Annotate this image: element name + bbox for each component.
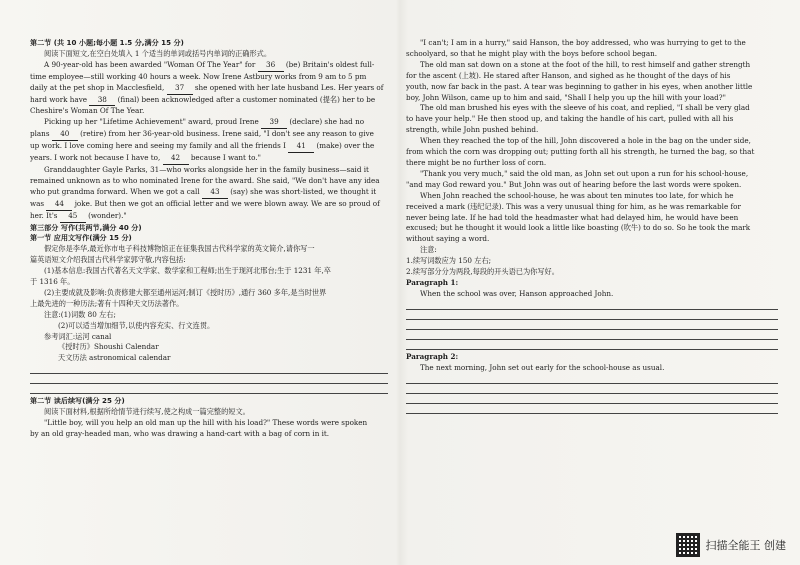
watermark-text: 扫描全能王 创建 [705,539,786,552]
passage-line [30,153,392,165]
answer-lines-1 [30,364,392,394]
story-line: schoolyard, so that he might play with the boys before school began. [406,48,658,58]
passage-text: Picking up her "Lifetime Achievement" award, proud Irene [44,117,262,127]
qr-code-icon [676,533,700,557]
story-line: strength, while John pushed behind. [406,125,539,135]
task-line: 《授时历》Shoushi Calendar [58,342,159,352]
note-item: 1.续写词数应为 150 左右; [406,256,492,266]
story-line: without saying a word. [406,234,490,244]
story-line: The old man sat down on a stone at the foot of the hill, to rest himself and gather strength [420,59,751,69]
story-line: never being late. If he had told the headmaster what had delayed him, he would have been [406,212,739,222]
story-text [406,38,782,245]
passage-text: (make) over the [314,141,375,151]
cloze-passage [30,60,392,223]
story-line: "Little boy, will you help an old man up the hill with his load?" These words were spoken [44,418,368,428]
passage-text: A 90-year-old has been awarded "Woman Of The Year" for [44,59,258,69]
blank-number: 39 [261,117,287,129]
passage-text: time employee—still working 40 hours a week. Now Irene Astbury works from 9 am to 5 pm [30,71,367,81]
task-line: (1)基本信息:我国古代著名天文学家、数学家和工程师;出生于现河北邢台;生于 1231 年,卒 [44,266,331,276]
passage-line [30,83,392,95]
answer-line [406,310,778,320]
passage-text: joke. But then we got an official letter and we were blown away. We are so proud of [72,198,380,208]
passage-text: (wonder)." [85,210,127,220]
blank-number: 43 [202,187,228,199]
answer-line [406,330,778,340]
answer-line [406,384,778,394]
passage-line [30,95,392,107]
answer-line [30,374,388,384]
passage-text: (be) Britain's oldest full- [283,59,375,69]
answer-line [30,364,388,374]
passage-line [30,165,392,176]
story-line: to have your help." He then stood up, and taking the handle of his cart, pulled with all his [406,114,734,124]
passage-line [30,176,392,187]
section2-title: 第二节 (共 10 小题;每小题 1.5 分,满分 15 分) [30,38,184,47]
passage-text: (declare) she had no [287,117,365,127]
story-line: from which the corn was dropping out; putting forth all his strength, he turned the bag, so that [406,147,755,157]
right-column [406,38,782,414]
story-line: by an old gray-headed man, who was drawing a hand-cart with a bag of corn in it. [30,429,330,438]
paragraph2-label: Paragraph 2: [406,351,459,361]
passage-line [30,117,392,129]
passage-text: she opened with her late husband Les. Her years of [192,82,384,92]
section2-instructions: 阅读下面短文,在空白处填入 1 个适当的单词或括号内单词的正确形式。 [44,48,272,58]
passage-text: (say) she was short-listed, we thought it [227,186,377,196]
scanner-watermark [676,533,787,557]
continuation-instructions: 阅读下面材料,根据所给情节进行续写,使之构成一篇完整的短文。 [44,407,250,417]
answer-line [406,340,778,350]
task-line: 篇英语短文介绍我国古代科学家郭守敬,内容包括: [30,255,186,265]
blank-number: 38 [89,95,115,107]
passage-text: Granddaughter Gayle Parks, 31—who works alongside her in the family business—said it [44,164,369,174]
story-line: boy, John Wilson, came up to him and said, "Shall I help you up the hill with your load?" [406,92,726,102]
left-column [30,38,392,440]
answer-line [406,394,778,404]
task-line: 天文历法 astronomical calendar [58,353,171,363]
passage-line [30,106,392,117]
story-line: "and may God reward you." But John was out of hearing before the last words were spoken. [406,179,742,189]
task-line: (2)可以适当增加细节,以使内容充实、行文连贯。 [58,320,215,330]
passage-line [30,187,392,199]
passage-text: daily at the pet shop in Macclesfield, [30,82,167,92]
answer-line [406,320,778,330]
paragraph1-label: Paragraph 1: [406,277,459,287]
blank-number: 41 [288,141,314,153]
passage-text: years. I work not because I have to, [30,153,163,163]
passage-text: (final) been acknowledged after a customer nominated (提名) her to be [115,94,376,104]
answer-lines-p1 [406,300,782,350]
passage-text: plans [30,129,52,139]
answer-line [406,300,778,310]
section1-title: 第一节 应用文写作(满分 15 分) [30,233,132,243]
story-line: When John reached the school-house, he was about ten minutes too late, for which he [420,190,734,200]
story-line: excused; but he thought it would look a little like boasting (吹牛) to do so. So he took the mark [406,223,751,233]
story-line: "I can't; I am in a hurry," said Hanson, the boy addressed, who was hurrying to get to the [420,38,746,47]
blank-number: 37 [167,83,193,95]
blank-number: 40 [52,129,78,141]
story-line: "Thank you very much," said the old man, as John set out upon a run for his school-house, [420,168,749,178]
passage-line [30,141,392,153]
passage-text: hard work have [30,94,90,104]
paragraph1-opening: When the school was over, Hanson approached John. [420,288,614,298]
continuation-title: 第二节 读后续写(满分 25 分) [30,396,125,406]
passage-text: was [30,198,47,208]
passage-text: (retire) from her 36-year-old business. Irene said, "I don't see any reason to give [77,129,374,139]
passage-line [30,72,392,83]
paragraph2-opening: The next morning, John set out early for the school-house as usual. [420,362,665,372]
blank-number: 45 [60,211,86,223]
passage-line [30,211,392,223]
passage-text: up work. I love coming here and seeing my family and all the friends I [30,141,289,151]
story-line: The old man brushed his eyes with the sleeve of his coat, and replied, "I shall be very glad [420,103,750,113]
passage-text: who put grandma forward. When we got a call [30,186,202,196]
blank-number: 36 [258,60,284,72]
task-line: 上最先进的一种历法;著有十四种天文历法著作。 [30,298,184,308]
task-line: (2)主要成就及影响:负责修建大都至通州运河;制订《授时历》,通行 360 多年,是当时世界 [44,287,327,297]
answer-line [406,404,778,414]
passage-text: Cheshire's Woman Of The Year. [30,106,145,116]
blank-number: 44 [46,199,72,211]
answer-line [30,384,388,394]
note-item: 2.续写部分分为两段,每段的开头语已为你写好。 [406,267,559,277]
answer-line [406,374,778,384]
passage-text: her. It's [30,210,60,220]
task-line: 假定你是李华,最近你市电子科技博物馆正在征集我国古代科学家的英文简介,请你写一 [44,244,315,254]
part3-title: 第三部分 写作(共两节,满分 40 分) [30,222,142,232]
story-line: received a mark (违纪记录). This was a very unusual thing for him, as he was remarkable for [406,201,741,211]
task-line: 于 1316 年。 [30,277,75,287]
passage-line [30,199,392,211]
answer-lines-p2 [406,374,782,414]
passage-line [30,129,392,141]
blank-number: 42 [163,153,189,165]
passage-text: because I want to." [188,153,261,163]
note-title: 注意: [420,245,437,255]
task-line: 参考词汇:运河 canal [44,331,112,341]
story-line: youth, now far back in the past. A tear was beginning to gather in his eyes, when another little [406,81,753,91]
story-line: for the ascent (上坡). He stared after Hanson, and sighed as he thought of the days of his [406,70,731,80]
task-line: 注意:(1)词数 80 左右; [44,309,116,319]
story-line: there might be no further loss of corn. [406,157,547,167]
passage-text: remained unknown as to who nominated Irene for the award. She said, "We don't have any idea [30,175,380,185]
story-line: When they reached the top of the hill, John discovered a hole in the bag on the under side, [420,136,751,146]
passage-line [30,60,392,72]
writing-task [30,244,392,364]
